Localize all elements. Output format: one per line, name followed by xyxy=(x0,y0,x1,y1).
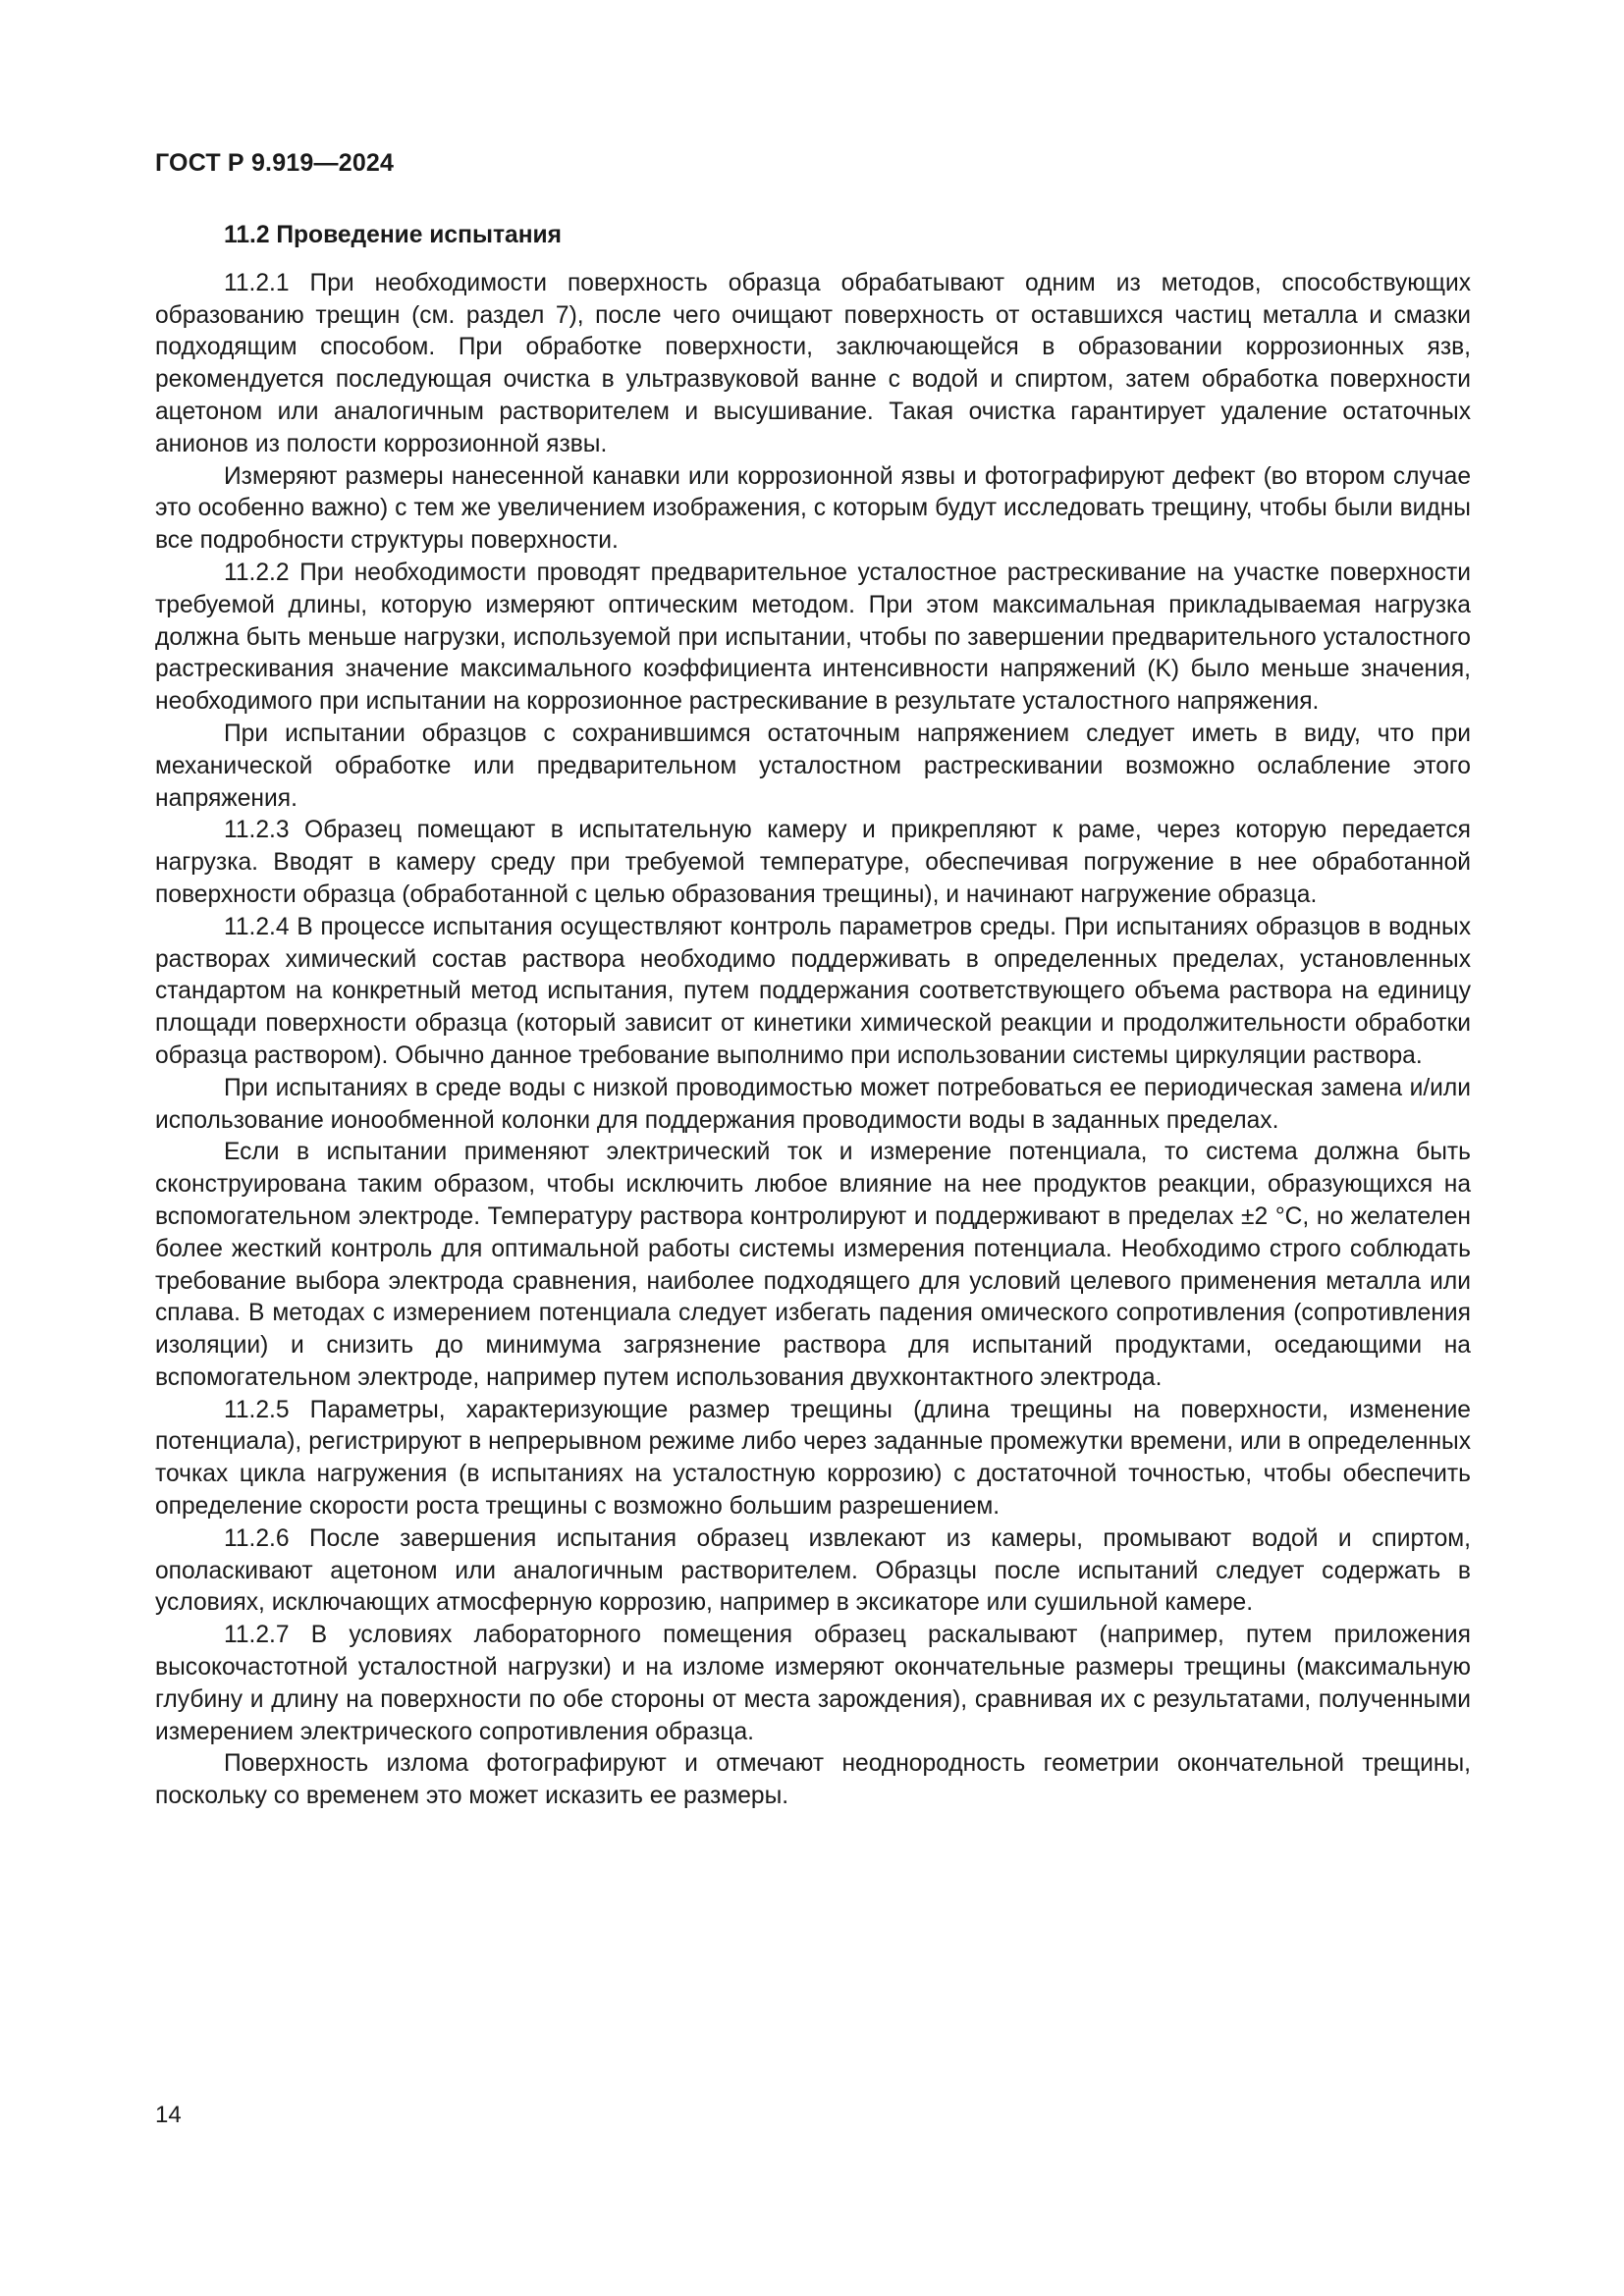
paragraph-11-2-1: 11.2.1 При необходимости поверхность образца обрабатывают одним из методов, способствующих образованию трещин (см. раздел 7), после чего очищают поверхность от оставшихся частиц металла и смазки подходящим способом. При обработке поверхности, заключающейся в образовании коррозионных язв, рекомендуется последующая очистка в ультразвуковой ванне с водой и спиртом, затем обработка поверхности ацетоном или аналогичным растворителем и высушивание. Такая очистка гарантирует удаление остаточных анионов из полости коррозионной язвы. xyxy=(155,269,1471,457)
paragraph-11-2-2: 11.2.2 При необходимости проводят предварительное усталостное растрескивание на участке поверхности требуемой длины, которую измеряют оптическим методом. При этом максимальная прикладываемая нагрузка должна быть меньше нагрузки, используемой при испытании, чтобы по завершении предварительного усталостного растрескивания значение максимального коэффициента интенсивности напряжений (K) было меньше значения, необходимого при испытании на коррозионное растрескивание в результате усталостного напряжения. xyxy=(155,559,1471,716)
paragraph-11-2-5: 11.2.5 Параметры, характеризующие размер трещины (длина трещины на поверхности, изменение потенциала), регистрируют в непрерывном режиме либо через заданные промежутки времени, или в определенных точках цикла нагружения (в испытаниях на усталостную коррозию) с достаточной точностью, чтобы обеспечить определение скорости роста трещины с возможно большим разрешением. xyxy=(155,1396,1471,1521)
paragraph-electric-current: Если в испытании применяют электрический ток и измерение потенциала, то система должна быть сконструирована таким образом, чтобы исключить любое влияние на нее продуктов реакции, образующихся на вспомогательном электроде. Температуру раствора контролируют и поддерживают в пределах ±2 °C, но желателен более жесткий контроль для оптимальной работы системы измерения потенциала. Необходимо строго соблюдать требование выбора электрода сравнения, наиболее подходящего для условий целевого применения металла или сплава. В методах с измерением потенциала следует избегать падения омического сопротивления (сопротивления изоляции) и снизить до минимума загрязнение раствора для испытаний продуктами, оседающими на вспомогательном электроде, например путем использования двухконтактного электрода. xyxy=(155,1139,1471,1391)
document-standard-id: ГОСТ Р 9.919—2024 xyxy=(155,149,395,177)
paragraph-fracture-surface: Поверхность излома фотографируют и отмечают неоднородность геометрии окончательной трещины, поскольку со временем это может исказить ее размеры. xyxy=(155,1750,1471,1810)
paragraph-low-conductivity-water: При испытаниях в среде воды с низкой проводимостью может потребоваться ее периодическая замена и/или использование ионообменной колонки для поддержания проводимости воды в заданных пределах. xyxy=(155,1074,1471,1134)
paragraph-11-2-6: 11.2.6 После завершения испытания образец извлекают из камеры, промывают водой и спиртом, ополаскивают ацетоном или аналогичным растворителем. Образцы после испытаний следует содержать в условиях, исключающих атмосферную коррозию, например в эксикаторе или сушильной камере. xyxy=(155,1524,1471,1617)
section-body xyxy=(155,220,1471,1813)
paragraph-defect-measurement: Измеряют размеры нанесенной канавки или коррозионной язвы и фотографируют дефект (во втором случае это особенно важно) с тем же увеличением изображения, с которым будут исследовать трещину, чтобы были видны все подробности структуры поверхности. xyxy=(155,462,1471,555)
paragraph-11-2-7: 11.2.7 В условиях лабораторного помещения образец раскалывают (например, путем приложения высокочастотной усталостной нагрузки) и на изломе измеряют окончательные размеры трещины (максимальную глубину и длину на поверхности по обе стороны от места зарождения), сравнивая их с результатами, полученными измерением электрического сопротивления образца. xyxy=(155,1622,1471,1745)
section-title: 11.2 Проведение испытания xyxy=(224,222,563,248)
page-number: 14 xyxy=(155,2102,182,2128)
paragraph-11-2-4: 11.2.4 В процессе испытания осуществляют контроль параметров среды. При испытаниях образцов в водных растворах химический состав раствора необходимо поддерживать в определенных пределах, установленных стандартом на конкретный метод испытания, путем поддержания соответствующего объема раствора на единицу площади поверхности образца (который зависит от кинетики химической реакции и продолжительности обработки образца раствором). Обычно данное требование выполнимо при использовании системы циркуляции раствора. xyxy=(155,913,1471,1069)
paragraph-11-2-3: 11.2.3 Образец помещают в испытательную камеру и прикрепляют к раме, через которую передается нагрузка. Вводят в камеру среду при требуемой температуре, обеспечивая погружение в нее обработанной поверхности образца (обработанной с целью образования трещины), и начинают нагружение образца. xyxy=(155,817,1471,908)
paragraph-residual-stress: При испытании образцов с сохранившимся остаточным напряжением следует иметь в виду, что при механической обработке или предварительном усталостном растрескивании возможно ослабление этого напряжения. xyxy=(155,720,1471,812)
